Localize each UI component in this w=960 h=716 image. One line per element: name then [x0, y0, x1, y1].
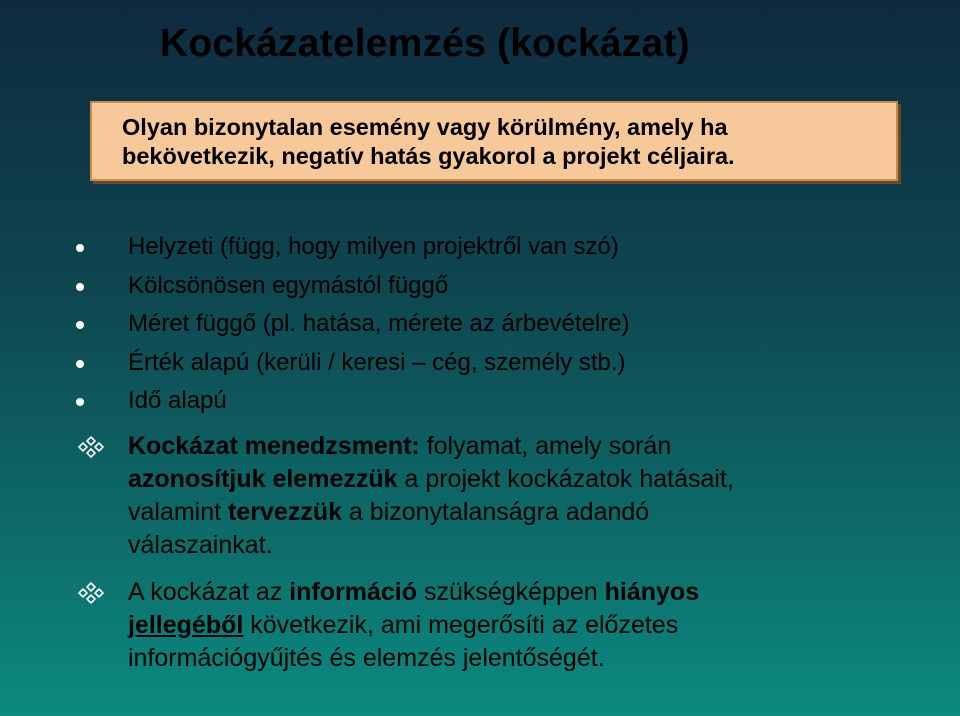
circle-bullet-icon	[76, 244, 84, 252]
information-text	[128, 576, 916, 675]
bold-plan: tervezzük	[228, 498, 342, 526]
bullet-item	[76, 344, 630, 383]
bullet-item	[76, 305, 630, 344]
text-run: információgyűjtés és elemzés jelentőségét.	[128, 644, 605, 672]
bullet-text: Érték alapú (kerüli / keresi – cég, személy stb.)	[128, 348, 626, 376]
text-run: folyamat, amely során	[419, 432, 672, 460]
bullet-text: Helyzeti (függ, hogy milyen projektről van szó)	[128, 233, 619, 260]
text-run: a bizonytalanságra adandó	[342, 498, 650, 526]
four-diamond-bullet-icon	[76, 582, 106, 604]
four-diamond-bullet-icon	[76, 436, 106, 458]
information-paragraph	[76, 576, 916, 675]
text-run: szükségképpen	[417, 578, 605, 606]
text-run: A kockázat az	[128, 578, 290, 606]
bullet-text: Kölcsönösen egymástól függő	[128, 271, 449, 299]
definition-line-2: bekövetkezik, negatív hatás gyakorol a projekt céljaira.	[122, 143, 735, 169]
circle-bullet-icon	[76, 321, 84, 329]
bold-identify-analyze: azonosítjuk elemezzük	[128, 465, 398, 493]
bullet-text: Idő alapú	[128, 387, 227, 414]
definition-box	[90, 101, 898, 181]
risk-management-text	[128, 430, 916, 562]
circle-bullet-icon	[76, 360, 84, 368]
text-run: a projekt kockázatok hatásait,	[397, 465, 734, 493]
text-run: valamint	[128, 498, 229, 526]
definition-line-1: Olyan bizonytalan esemény vagy körülmény, amely ha	[122, 114, 728, 140]
circle-bullet-icon	[76, 398, 84, 406]
bold-information: információ	[289, 578, 417, 606]
slide-title: Kockázatelemzés (kockázat)	[160, 22, 690, 65]
bullet-text: Méret függő (pl. hatása, mérete az árbevételre)	[128, 310, 630, 337]
risk-management-label: Kockázat menedzsment:	[128, 432, 420, 460]
bullet-list	[76, 228, 630, 421]
bullet-item	[76, 267, 630, 306]
bullet-item	[76, 228, 630, 267]
text-run: válaszainkat.	[128, 531, 273, 559]
risk-management-paragraph	[76, 430, 916, 562]
bold-incomplete: hiányos	[604, 578, 700, 606]
circle-bullet-icon	[76, 283, 84, 291]
bullet-item	[76, 382, 630, 421]
bold-underlined-nature: jellegéből	[128, 611, 244, 639]
text-run: következik, ami megerősíti az előzetes	[243, 611, 679, 639]
